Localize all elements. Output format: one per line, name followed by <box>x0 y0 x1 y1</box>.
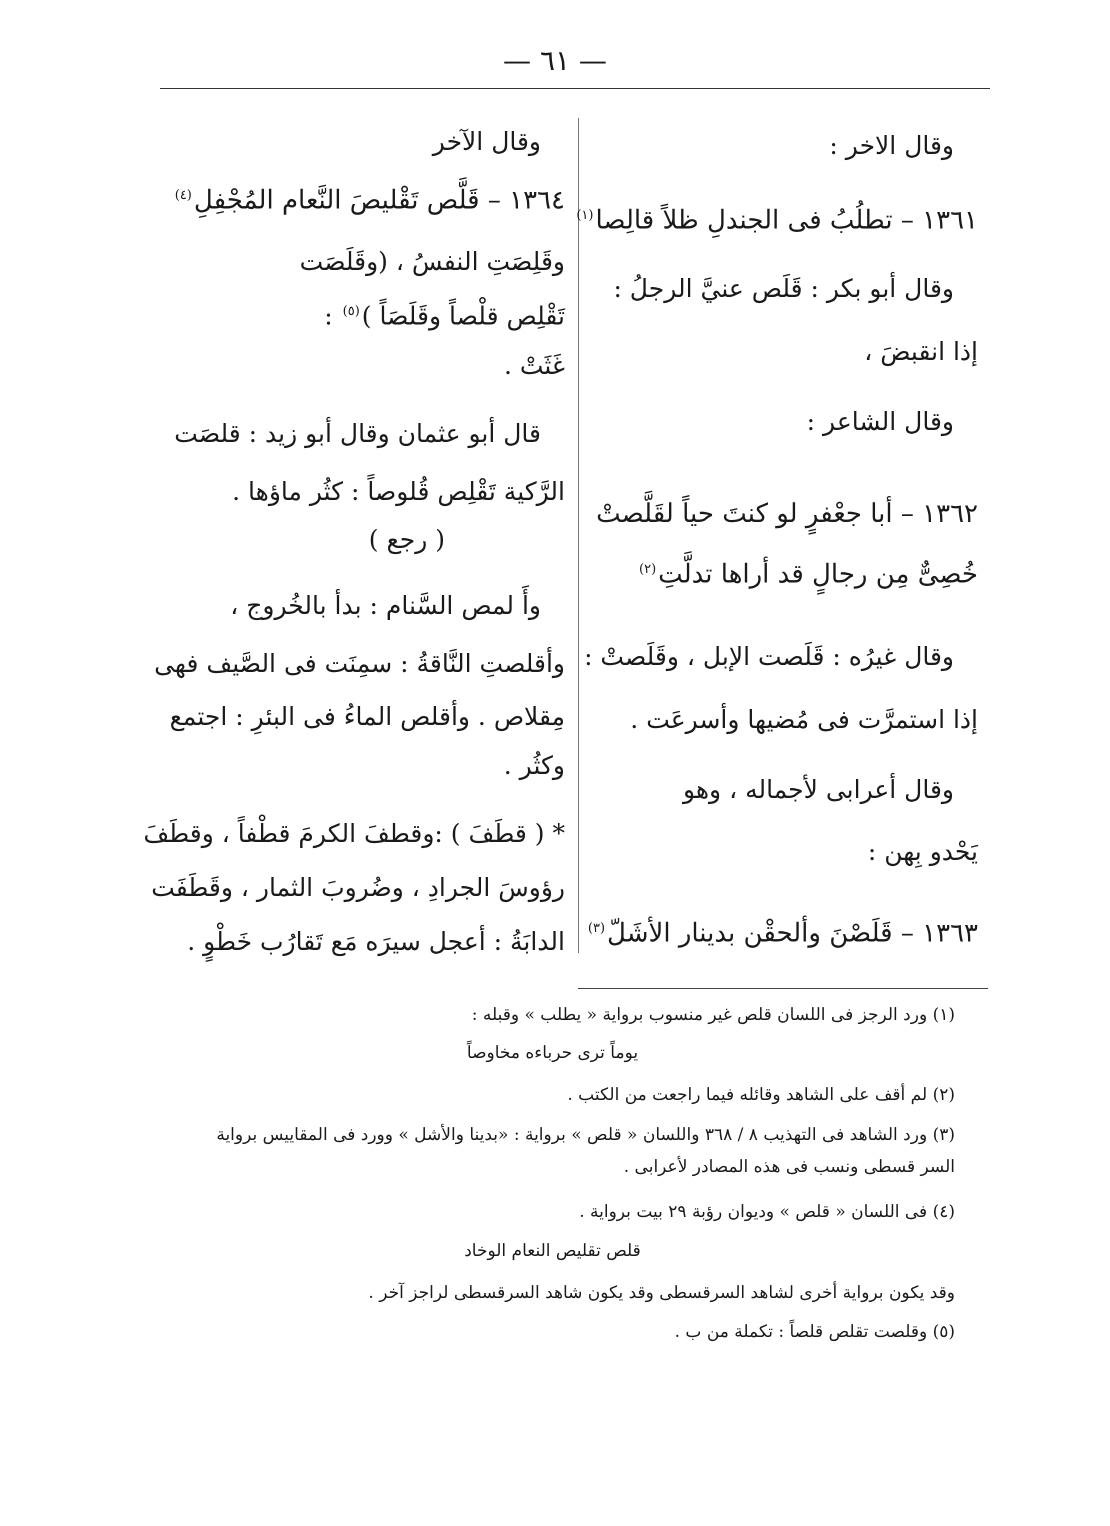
text-line: مِقلاص . وأقلص الماءُ فى البئرِ : اجتمع <box>169 702 565 731</box>
footnote-line: (٤) فى اللسان « قلص » وديوان رؤبة ٢٩ بيت برواية . <box>579 1202 955 1222</box>
footnote-mark: (٥) <box>342 304 360 319</box>
text-line: وقال الآخر <box>432 127 541 156</box>
text-line: إذا استمرَّت فى مُضيها وأسرعَت . <box>630 705 978 734</box>
verse-line: ١٣٦٤ – قَلَّص تَقْليصَ النَّعام المُجْفِلِ$^{(٤)}$ <box>174 185 565 216</box>
text-line: وكثُر . <box>503 751 565 780</box>
column-divider <box>578 118 579 953</box>
text-line: رؤوسَ الجرادِ ، وضُروبَ الثمار ، وقَطَفَت <box>151 873 565 902</box>
text-line: الرَّكية تَقْلِص قُلوصاً : كثُر ماؤها . <box>232 477 565 506</box>
text-line: وقال أبو بكر : قَلَص عنيَّ الرجلُ : <box>613 274 954 303</box>
text-line: ( رجع ) <box>368 525 445 554</box>
text-line: غَثَتْ . <box>503 351 565 380</box>
footnote-line: (٥) وقلصت تقلص قلصاً : تكملة من ب . <box>674 1322 955 1342</box>
text-line: وقال الاخر : <box>829 131 954 160</box>
header-rule <box>160 88 990 89</box>
page-number: — ٦١ — <box>503 44 607 77</box>
text-line: إذا انقبضَ ، <box>864 337 978 366</box>
text-line: وقال غيرُه : قَلَصت الإبل ، وقَلَصتْ : <box>584 642 954 671</box>
footnote-mark: (٢) <box>639 562 657 577</box>
footnote-line: (٢) لم أقف على الشاهد وقائله فيما راجعت من الكتب . <box>567 1085 955 1105</box>
footnote-mark: (٤) <box>174 188 192 203</box>
text-line: الدابَةُ : أعجل سيرَه مَع تَقارُب خَطْوٍ . <box>187 927 565 956</box>
text-line: وأقلصتِ النَّاقةُ : سمِنَت فى الصَّيف فهى <box>154 649 565 678</box>
footnote-line: (٣) ورد الشاهد فى التهذيب ٨ / ٣٦٨ واللسان « قلص » برواية : «بدينا والأشل » وورد فى المقاييس برواية <box>216 1125 955 1145</box>
footnote-line: قلص تقليص النعام الوخاد <box>464 1241 641 1261</box>
text-line: يَحْدو بِهن : <box>867 837 978 866</box>
text-line: قال أبو عثمان وقال أبو زيد : قلصَت <box>174 419 541 448</box>
text-line: وقال أعرابى لأجماله ، وهو <box>682 775 954 804</box>
footnote-rule <box>578 988 988 989</box>
text-line: وقال الشاعر : <box>806 407 954 436</box>
verse-line: ١٣٦٣ – قَلَصْنَ وألحقْن بدينار الأشَلّ$^{(٣)}$ <box>587 918 978 949</box>
text-line: تَقْلِص قلْصاً وقَلَصَاً )$^{(٥)}$ : <box>324 301 565 331</box>
footnote-mark: (١) <box>576 208 594 223</box>
footnote-line: السر قسطى ونسب فى هذه المصادر لأعرابى . <box>623 1157 955 1177</box>
text-line: وقَلِصَتِ النفسُ ، (وقَلَصَت <box>299 247 565 276</box>
footnote-mark: (٣) <box>587 921 606 936</box>
footnote-line: (١) ورد الرجز فى اللسان قلص غير منسوب برواية « يطلب » وقبله : <box>471 1005 955 1025</box>
verse-line: ١٣٦٢ – أبا جعْفرٍ لو كنتَ حياً لقَلَّصتْ <box>596 499 978 529</box>
footnote-line: يوماً ترى حرباءه مخاوصاً <box>466 1043 639 1063</box>
verse-line: خُصِىٌّ مِن رجالٍ قد أراها تدلَّتِ$^{(٢)}$ <box>639 559 978 590</box>
text-line: * ( قطَفَ ) :وقطفَ الكرمَ قطْفاً ، وقطَفَ <box>143 819 565 848</box>
footnote-line: وقد يكون برواية أخرى لشاهد السرقسطى وقد يكون شاهد السرقسطى لراجز آخر . <box>368 1283 955 1303</box>
text-line: وأَ لمص السَّنام : بدأ بالخُروج ، <box>230 591 541 620</box>
verse-line: ١٣٦١ – تطلُبُ فى الجندلِ ظلاً قالِصا$^{(١)}$ <box>576 205 978 236</box>
